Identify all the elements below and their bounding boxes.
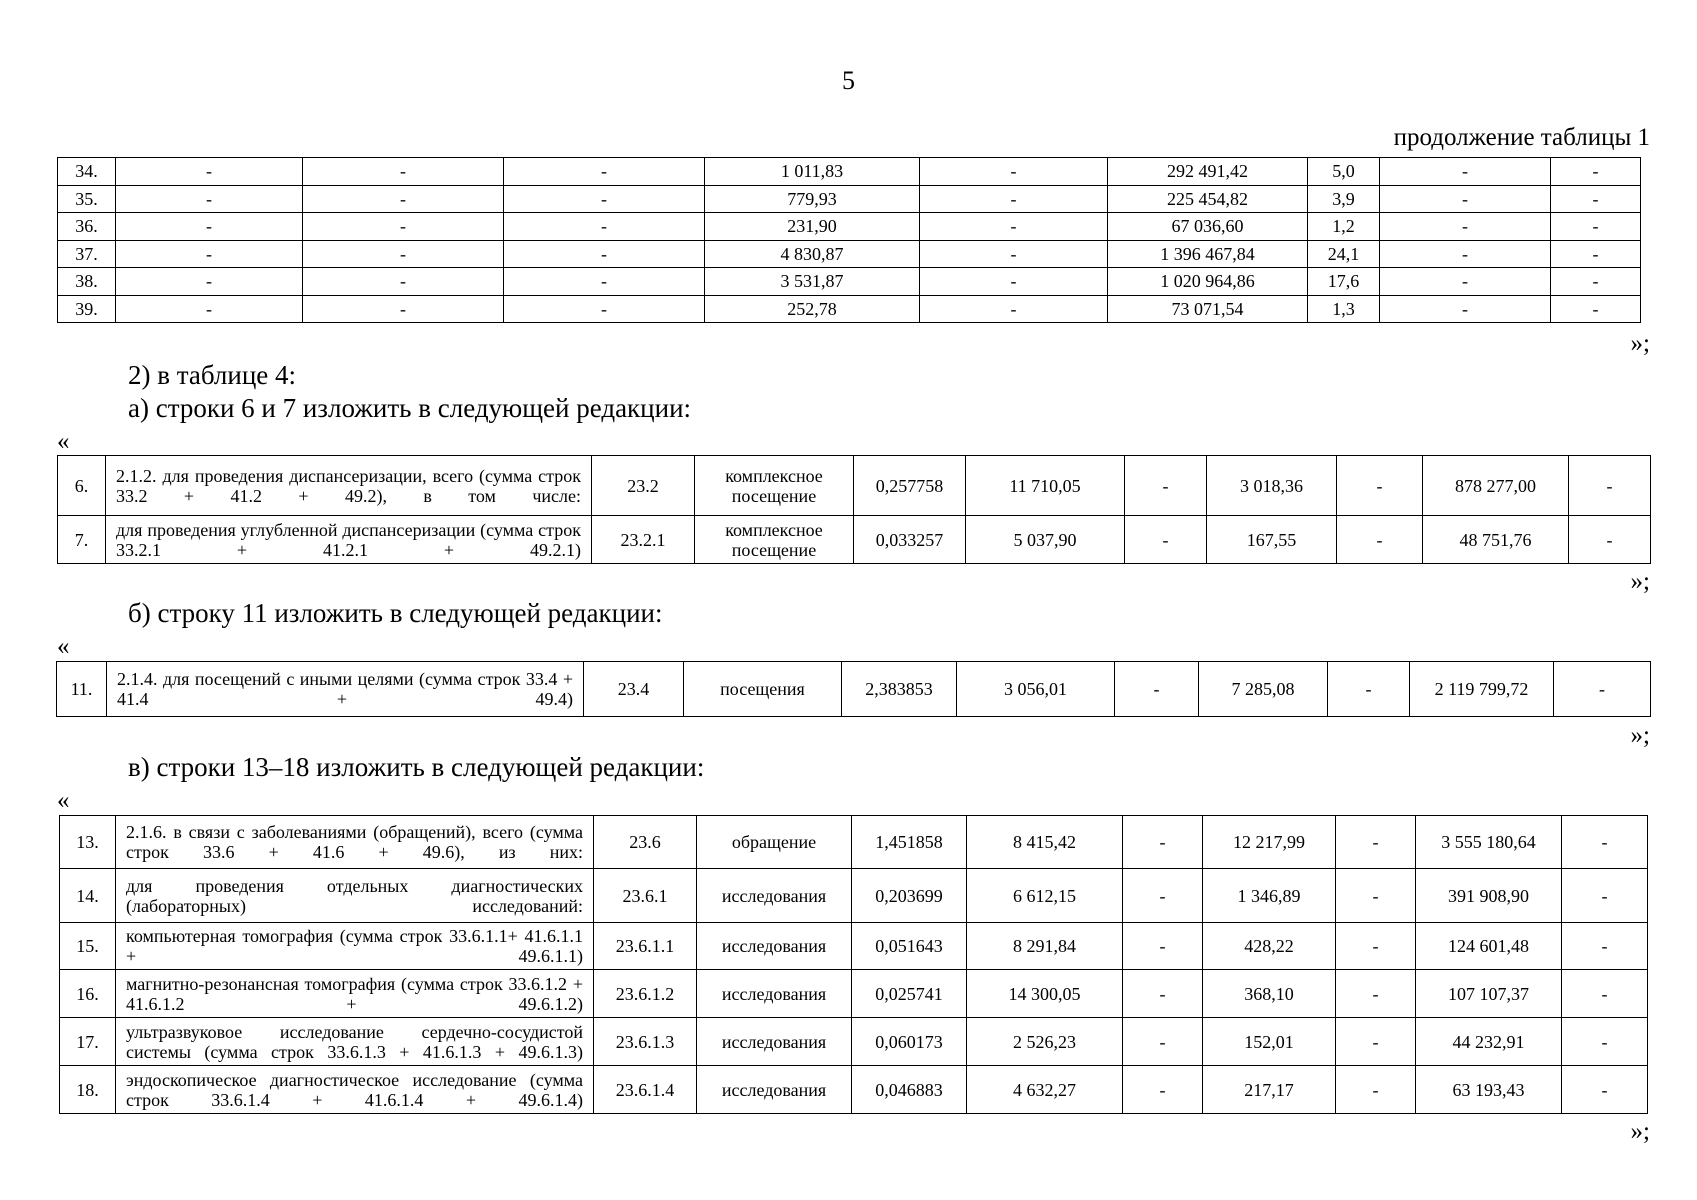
table-row	[60, 816, 1648, 869]
table-cell: 24,1	[1308, 240, 1380, 268]
table-cell: 2,383853	[842, 662, 957, 717]
row-number: 36.	[58, 213, 116, 241]
table-cell: 368,10	[1203, 970, 1336, 1018]
row-description: для проведения отдельных диагностических (лабораторных) исследований:	[116, 869, 594, 923]
row-number: 11.	[57, 662, 107, 717]
table-cell: 779,93	[705, 185, 920, 213]
table-cell: -	[1551, 158, 1641, 186]
table-cell: -	[1380, 295, 1551, 323]
row-unit: исследования	[697, 923, 852, 970]
table-cell: 6 612,15	[967, 869, 1123, 923]
open-quote: «	[57, 787, 70, 814]
table-row	[60, 970, 1648, 1018]
table-cell: 0,051643	[852, 923, 967, 970]
table-cell: 1,451858	[852, 816, 967, 869]
table-cell: -	[116, 240, 303, 268]
row-description: магнитно-резонансная томография (сумма строк 33.6.1.2 + 41.6.1.2 + 49.6.1.2)	[116, 970, 594, 1018]
row-description: ультразвуковое исследование сердечно-сосудистой системы (сумма строк 33.6.1.3 + 41.6.1.3 + 49.6.1.3)	[116, 1018, 594, 1066]
table-cell: -	[303, 185, 504, 213]
table-cell: -	[920, 185, 1108, 213]
table-cell: 391 908,90	[1416, 869, 1562, 923]
table-cell: 217,17	[1203, 1066, 1336, 1114]
heading-row-11: б) строку 11 изложить в следующей редакции:	[128, 598, 663, 628]
table-cell: -	[504, 295, 705, 323]
table-cell: -	[1551, 268, 1641, 296]
table-cell: 3 555 180,64	[1416, 816, 1562, 869]
table-cell: -	[1336, 1066, 1416, 1114]
table-cell: 0,257758	[854, 456, 966, 516]
table-cell: 14 300,05	[967, 970, 1123, 1018]
table-cell: -	[1115, 662, 1199, 717]
table-cell: 1 020 964,86	[1108, 268, 1308, 296]
table-row	[60, 1018, 1648, 1066]
table-cell: 167,55	[1207, 516, 1337, 564]
table-cell: 0,203699	[852, 869, 967, 923]
table-cell: 0,025741	[852, 970, 967, 1018]
row-number: 17.	[60, 1018, 116, 1066]
row-number: 18.	[60, 1066, 116, 1114]
table-cell: -	[1380, 158, 1551, 186]
table-cell: -	[116, 158, 303, 186]
table-cell: -	[1336, 816, 1416, 869]
table-row	[60, 1066, 1648, 1114]
row-unit: исследования	[697, 970, 852, 1018]
table-cell: -	[1123, 1018, 1203, 1066]
table-cell: 12 217,99	[1203, 816, 1336, 869]
table-cell: 7 285,08	[1199, 662, 1328, 717]
table-cell: -	[1562, 1066, 1648, 1114]
table-cell: 107 107,37	[1416, 970, 1562, 1018]
table-cell: -	[1123, 869, 1203, 923]
row-code: 23.2	[592, 456, 695, 516]
row-code: 23.2.1	[592, 516, 695, 564]
table-cell: -	[1336, 1018, 1416, 1066]
row-unit: комплексное посещение	[695, 456, 854, 516]
table-cell: 5,0	[1308, 158, 1380, 186]
row-code: 23.6.1.3	[594, 1018, 697, 1066]
table-cell: 3 018,36	[1207, 456, 1337, 516]
table-cell: 878 277,00	[1423, 456, 1569, 516]
table-cell: -	[504, 158, 705, 186]
table-cell: -	[920, 295, 1108, 323]
table-cell: 17,6	[1308, 268, 1380, 296]
table-cell: 4 830,87	[705, 240, 920, 268]
row-number: 14.	[60, 869, 116, 923]
table-cell: -	[303, 158, 504, 186]
table-cell: 67 036,60	[1108, 213, 1308, 241]
row-description: компьютерная томография (сумма строк 33.6.1.1+ 41.6.1.1 + 49.6.1.1)	[116, 923, 594, 970]
table-cell: -	[303, 268, 504, 296]
table-cell: 252,78	[705, 295, 920, 323]
heading-table-4: 2) в таблице 4:	[128, 360, 297, 390]
table-cell: -	[303, 295, 504, 323]
table-row	[58, 456, 1651, 516]
table-cell: -	[1554, 662, 1651, 717]
table-row	[58, 516, 1651, 564]
heading-rows-13-18: в) строки 13–18 изложить в следующей редакции:	[128, 752, 705, 782]
table-row	[58, 240, 1641, 268]
table-cell: -	[1380, 213, 1551, 241]
row-number: 38.	[58, 268, 116, 296]
table-cell: 0,033257	[854, 516, 966, 564]
row-number: 16.	[60, 970, 116, 1018]
table-cell: -	[1125, 516, 1207, 564]
row-description: эндоскопическое диагностическое исследование (сумма строк 33.6.1.4 + 41.6.1.4 + 49.6.1.4)	[116, 1066, 594, 1114]
table-cell: -	[1336, 923, 1416, 970]
row-number: 34.	[58, 158, 116, 186]
table-cell: -	[1562, 816, 1648, 869]
table-cell: -	[504, 240, 705, 268]
table-cell: -	[1123, 1066, 1203, 1114]
table-cell: 11 710,05	[966, 456, 1125, 516]
table-cell: -	[1551, 185, 1641, 213]
table-cell: 1,2	[1308, 213, 1380, 241]
table-cell: 0,060173	[852, 1018, 967, 1066]
table-cell: -	[1562, 1018, 1648, 1066]
table-continuation-label: продолжение таблицы 1	[1393, 124, 1650, 151]
page-number: 5	[842, 66, 855, 95]
table-cell: 428,22	[1203, 923, 1336, 970]
row-unit: исследования	[697, 1066, 852, 1114]
table-cell: 63 193,43	[1416, 1066, 1562, 1114]
row-number: 13.	[60, 816, 116, 869]
table-cell: 4 632,27	[967, 1066, 1123, 1114]
table-cell: -	[1551, 295, 1641, 323]
table-cell: 8 291,84	[967, 923, 1123, 970]
table-cell: -	[303, 240, 504, 268]
table-cell: -	[920, 240, 1108, 268]
table-cell: -	[1328, 662, 1410, 717]
row-description: для проведения углубленной диспансеризации (сумма строк 33.2.1 + 41.2.1 + 49.2.1)	[106, 516, 592, 564]
close-quote: »;	[1630, 330, 1650, 357]
table-cell: -	[1551, 213, 1641, 241]
table-cell: 48 751,76	[1423, 516, 1569, 564]
table-cell: 3 056,01	[957, 662, 1115, 717]
row-code: 23.6.1.4	[594, 1066, 697, 1114]
row-number: 7.	[58, 516, 106, 564]
table-cell: -	[1380, 268, 1551, 296]
table-cell: -	[116, 185, 303, 213]
table-cell: 292 491,42	[1108, 158, 1308, 186]
row-number: 15.	[60, 923, 116, 970]
table-cell: -	[303, 213, 504, 241]
table-cell: 124 601,48	[1416, 923, 1562, 970]
table-cell: 1 346,89	[1203, 869, 1336, 923]
table-cell: -	[1569, 456, 1651, 516]
table-cell: -	[1123, 970, 1203, 1018]
table-cell: -	[1380, 240, 1551, 268]
table-row-11	[56, 661, 1651, 717]
row-unit: исследования	[697, 1018, 852, 1066]
table-rows-13-18	[59, 815, 1648, 1114]
table-cell: 152,01	[1203, 1018, 1336, 1066]
open-quote: «	[57, 633, 70, 660]
close-quote: »;	[1630, 1118, 1650, 1145]
row-code: 23.4	[584, 662, 684, 717]
close-quote: »;	[1630, 568, 1650, 595]
table-cell: -	[920, 268, 1108, 296]
table-row	[60, 923, 1648, 970]
table-cell: 0,046883	[852, 1066, 967, 1114]
table-cell: 1 011,83	[705, 158, 920, 186]
table-cell: 5 037,90	[966, 516, 1125, 564]
table-cell: -	[1336, 869, 1416, 923]
table-cell: -	[1123, 816, 1203, 869]
row-code: 23.6.1	[594, 869, 697, 923]
table-cell: -	[1569, 516, 1651, 564]
table-1-continuation	[57, 157, 1641, 323]
table-row	[58, 213, 1641, 241]
row-unit: обращение	[697, 816, 852, 869]
table-cell: -	[1337, 456, 1423, 516]
table-cell: -	[116, 213, 303, 241]
row-description: 2.1.4. для посещений с иными целями (сумма строк 33.4 + 41.4 + 49.4)	[107, 662, 584, 717]
close-quote: »;	[1630, 722, 1650, 749]
row-number: 39.	[58, 295, 116, 323]
table-cell: 3 531,87	[705, 268, 920, 296]
row-unit: комплексное посещение	[695, 516, 854, 564]
table-cell: -	[1337, 516, 1423, 564]
table-row	[58, 158, 1641, 186]
table-cell: -	[116, 295, 303, 323]
table-cell: -	[1125, 456, 1207, 516]
table-cell: 3,9	[1308, 185, 1380, 213]
table-cell: 1 396 467,84	[1108, 240, 1308, 268]
table-cell: -	[504, 268, 705, 296]
table-cell: -	[1562, 970, 1648, 1018]
table-cell: 1,3	[1308, 295, 1380, 323]
row-code: 23.6	[594, 816, 697, 869]
table-cell: 8 415,42	[967, 816, 1123, 869]
table-row	[58, 185, 1641, 213]
table-cell: -	[920, 158, 1108, 186]
table-cell: -	[116, 268, 303, 296]
table-row	[58, 268, 1641, 296]
table-cell: 44 232,91	[1416, 1018, 1562, 1066]
table-cell: -	[504, 213, 705, 241]
row-code: 23.6.1.2	[594, 970, 697, 1018]
table-cell: -	[1380, 185, 1551, 213]
table-cell: 73 071,54	[1108, 295, 1308, 323]
heading-rows-6-7: а) строки 6 и 7 изложить в следующей редакции:	[128, 393, 692, 423]
table-rows-6-7	[57, 455, 1651, 564]
row-code: 23.6.1.1	[594, 923, 697, 970]
table-cell: -	[1336, 970, 1416, 1018]
row-number: 35.	[58, 185, 116, 213]
open-quote: «	[57, 428, 70, 455]
table-cell: -	[1551, 240, 1641, 268]
table-cell: 231,90	[705, 213, 920, 241]
table-cell: 2 119 799,72	[1410, 662, 1554, 717]
table-cell: -	[920, 213, 1108, 241]
table-cell: -	[504, 185, 705, 213]
row-number: 37.	[58, 240, 116, 268]
row-description: 2.1.6. в связи с заболеваниями (обращений), всего (сумма строк 33.6 + 41.6 + 49.6), из них:	[116, 816, 594, 869]
table-cell: -	[1562, 923, 1648, 970]
table-row	[57, 662, 1651, 717]
table-cell: -	[1562, 869, 1648, 923]
table-row	[60, 869, 1648, 923]
row-unit: посещения	[684, 662, 842, 717]
row-unit: исследования	[697, 869, 852, 923]
table-cell: 2 526,23	[967, 1018, 1123, 1066]
row-number: 6.	[58, 456, 106, 516]
table-row	[58, 295, 1641, 323]
table-cell: -	[1123, 923, 1203, 970]
table-cell: 225 454,82	[1108, 185, 1308, 213]
row-description: 2.1.2. для проведения диспансеризации, всего (сумма строк 33.2 + 41.2 + 49.2), в том числе:	[106, 456, 592, 516]
